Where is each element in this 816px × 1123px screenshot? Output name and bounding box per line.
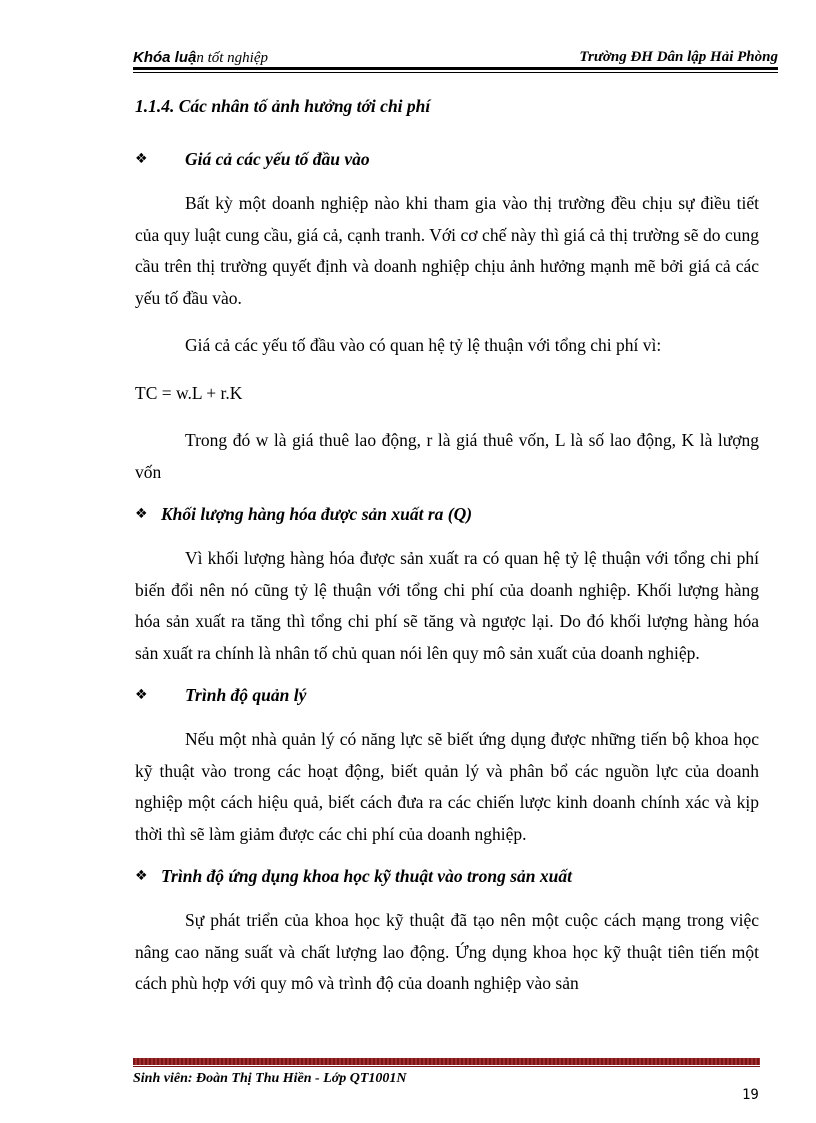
bullet-heading-text: Trình độ quản lý — [185, 685, 307, 705]
bullet-heading-technology — [135, 866, 759, 887]
paragraph: Nếu một nhà quản lý có năng lực sẽ biết ứng dụng được những tiến bộ khoa học kỹ thuật vào trong các hoạt động, biết quản lý và phân bổ các nguồn lực của doanh nghiệp một cách hiệu quả, biết cách đưa ra các chiến lược kinh doanh chính xác và kịp thời thì sẽ làm giảm được các chi phí của doanh nghiệp. — [135, 729, 759, 844]
paragraph: Giá cả các yếu tố đầu vào có quan hệ tỷ lệ thuận với tổng chi phí vì: — [185, 335, 662, 355]
footer-rule-thin — [133, 1066, 760, 1067]
bullet-heading-input-prices — [135, 149, 759, 170]
formula: TC = w.L + r.K — [135, 382, 243, 403]
bullet-heading-text: Khối lượng hàng hóa được sản xuất ra (Q) — [161, 504, 473, 524]
header-left-bold: Khóa luậ — [133, 49, 197, 66]
diamond-bullet-icon: ❖ — [135, 687, 148, 703]
header-rule-thick — [133, 67, 778, 70]
diamond-bullet-icon: ❖ — [135, 151, 148, 167]
paragraph: Vì khối lượng hàng hóa được sản xuất ra có quan hệ tỷ lệ thuận với tổng chi phí biến đổi nên nó cũng tỷ lệ thuận với tổng chi phí của doanh nghiệp. Khối lượng hàng hóa sản xuất ra tăng thì tổng chi phí sẽ tăng và ngược lại. Do đó khối lượng hàng hóa sản xuất ra chính là nhân tố chủ quan nói lên quy mô sản xuất của doanh nghiệp. — [135, 548, 759, 663]
paragraph: Bất kỳ một doanh nghiệp nào khi tham gia vào thị trường đều chịu sự điều tiết của quy luật cung cầu, giá cả, cạnh tranh. Với cơ chế này thì giá cả thị trường sẽ do cung cầu trên thị trường quyết định và doanh nghiệp chịu ảnh hưởng mạnh mẽ bởi giá cả các yếu tố đầu vào. — [135, 193, 759, 308]
bullet-heading-text: Giá cả các yếu tố đầu vào — [185, 149, 370, 169]
page-header — [133, 47, 778, 69]
page-number: 19 — [742, 1087, 759, 1103]
header-left-rest: n tốt nghiệp — [196, 50, 269, 66]
header-left — [133, 49, 268, 67]
header-rule-thin — [133, 72, 778, 73]
footer-student: Sinh viên: Đoàn Thị Thu Hiền - Lớp QT1001N — [133, 1071, 407, 1086]
page-content — [135, 90, 759, 1016]
paragraph: Sự phát triển của khoa học kỹ thuật đã tạo nên một cuộc cách mạng trong việc nâng cao năng suất và chất lượng lao động. Ứng dụng khoa học kỹ thuật tiên tiến một cách phù hợp với quy mô và trình độ của doanh nghiệp vào sản — [135, 910, 759, 993]
header-right: Trường ĐH Dân lập Hải Phòng — [579, 49, 778, 65]
paragraph: Trong đó w là giá thuê lao động, r là giá thuê vốn, L là số lao động, K là lượng vốn — [135, 430, 759, 482]
footer-rule-band — [133, 1058, 760, 1065]
bullet-heading-text: Trình độ ứng dụng khoa học kỹ thuật vào trong sản xuất — [161, 866, 572, 886]
bullet-heading-management — [135, 685, 759, 706]
diamond-bullet-icon: ❖ — [135, 868, 148, 884]
section-title: 1.1.4. Các nhân tố ảnh hưởng tới chi phí — [135, 96, 431, 116]
diamond-bullet-icon: ❖ — [135, 506, 148, 522]
bullet-heading-output-quantity — [135, 504, 759, 525]
